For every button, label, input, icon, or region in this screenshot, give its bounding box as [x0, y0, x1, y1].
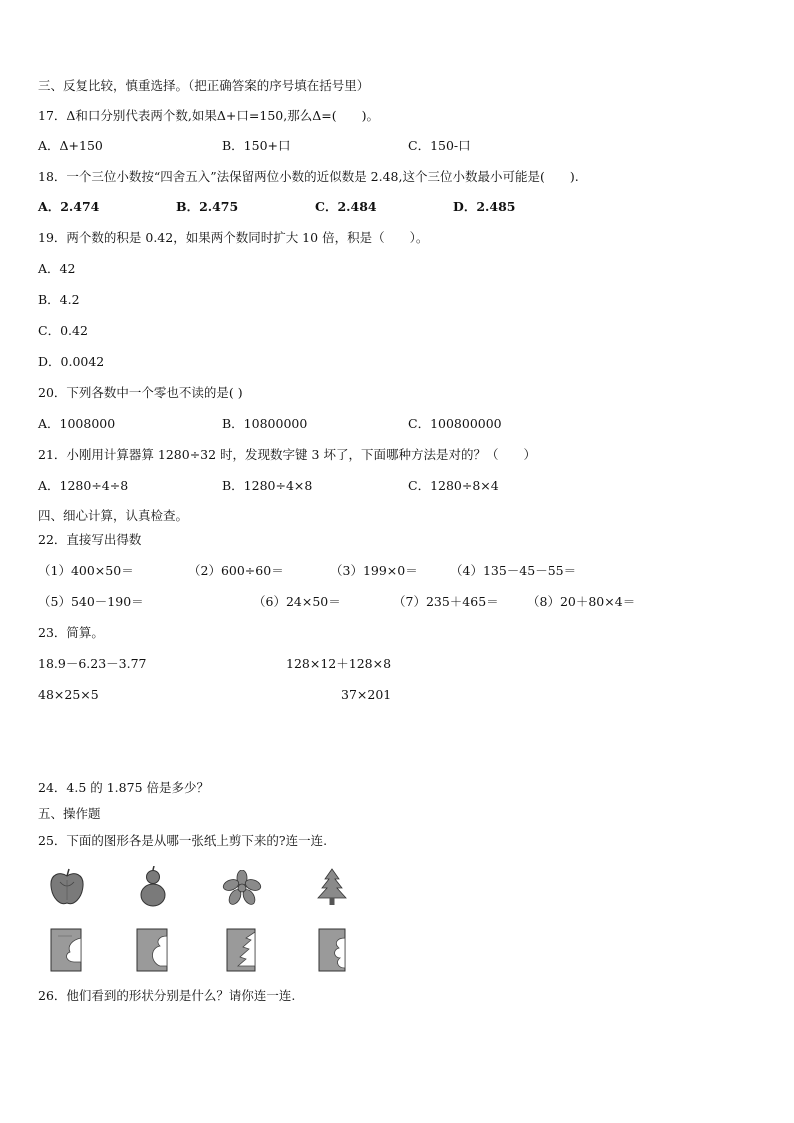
q23-item-1: 18.9－6.23－3.77: [38, 656, 147, 671]
q19-option-d: D．0.0042: [38, 354, 105, 369]
q18-stem: 18．一个三位小数按“四舍五入”法保留两位小数的近似数是 2.48,这个三位小数最小可能是( ).: [38, 169, 579, 184]
q22-item-3: （3）199×0＝: [330, 563, 418, 578]
q17-option-c: C．150-口: [408, 138, 471, 153]
q19-option-b: B．4.2: [38, 292, 80, 307]
q21-stem: 21．小刚用计算器算 1280÷32 时，发现数字键 3 坏了，下面哪种方法是对的？（ ）: [38, 447, 536, 462]
q20-stem: 20．下列各数中一个零也不读的是( ): [38, 385, 243, 400]
q19-option-a: A．42: [38, 261, 76, 276]
q22-item-8: （8）20＋80×4＝: [527, 594, 636, 609]
gourd-shape: [138, 866, 168, 908]
q17-option-b: B．150+口: [222, 138, 291, 153]
flower-shape: [222, 870, 262, 906]
q22-item-5: （5）540－190＝: [38, 594, 144, 609]
q17-option-a: A．Δ+150: [38, 138, 103, 153]
q20-option-b: B．10800000: [222, 416, 308, 431]
q19-option-c: C．0.42: [38, 323, 88, 338]
q18-option-d: D．2.485: [453, 199, 516, 214]
section3-heading: 三、反复比较，慎重选择。（把正确答案的序号填在括号里）: [38, 78, 370, 93]
q20-option-c: C．100800000: [408, 416, 502, 431]
q21-option-a: A．1280÷4÷8: [38, 478, 129, 493]
tree-shape: [316, 868, 348, 906]
q22-item-4: （4）135－45－55＝: [450, 563, 577, 578]
q22-item-2: （2）600÷60＝: [188, 563, 284, 578]
q22-item-1: （1）400×50＝: [38, 563, 134, 578]
q22-stem: 22．直接写出得数: [38, 532, 142, 547]
paper-cut-4: [318, 928, 346, 972]
q26-stem: 26．他们看到的形状分别是什么？请你连一连.: [38, 988, 296, 1003]
q23-stem: 23．简算。: [38, 625, 104, 640]
q23-item-4: 37×201: [341, 687, 392, 702]
apple-shape: [48, 868, 86, 908]
q18-option-b: B．2.475: [176, 199, 239, 214]
paper-cut-3: [226, 928, 256, 972]
q22-item-6: （6）24×50＝: [253, 594, 341, 609]
paper-cut-1: [50, 928, 82, 972]
paper-cut-2: [136, 928, 168, 972]
q18-option-a: A．2.474: [38, 199, 100, 214]
q22-item-7: （7）235＋465＝: [393, 594, 499, 609]
q21-option-b: B．1280÷4×8: [222, 478, 313, 493]
q23-item-2: 128×12＋128×8: [286, 656, 392, 671]
q17-stem: 17．Δ和口分别代表两个数,如果Δ+口=150,那么Δ=( )。: [38, 108, 379, 123]
q19-stem: 19．两个数的积是 0.42，如果两个数同时扩大 10 倍，积是（ ）。: [38, 230, 429, 245]
q24-stem: 24．4.5 的 1.875 倍是多少？: [38, 780, 209, 795]
section4-heading: 四、细心计算，认真检查。: [38, 508, 189, 523]
section5-heading: 五、操作题: [38, 806, 101, 821]
q23-item-3: 48×25×5: [38, 687, 99, 702]
q25-stem: 25．下面的图形各是从哪一张纸上剪下来的?连一连.: [38, 833, 328, 848]
q18-option-c: C．2.484: [315, 199, 377, 214]
q20-option-a: A．1008000: [38, 416, 116, 431]
q21-option-c: C．1280÷8×4: [408, 478, 499, 493]
